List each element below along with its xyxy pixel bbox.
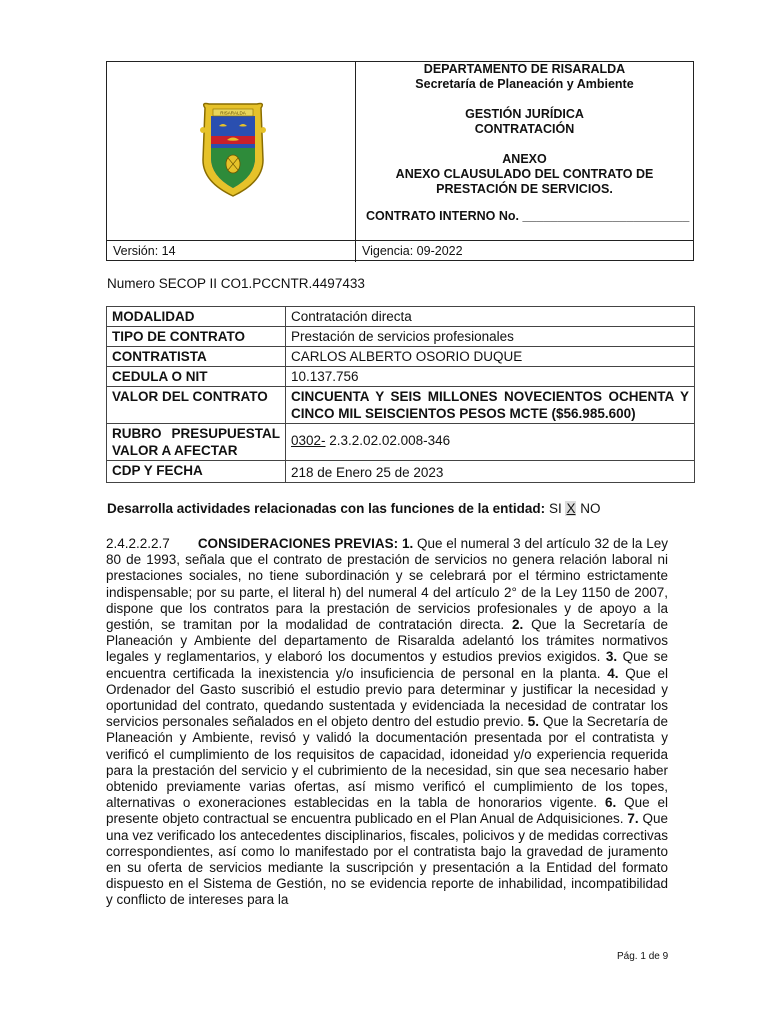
item-number: 4.: [607, 665, 619, 681]
logo-banner-text: RISARALDA: [220, 110, 246, 116]
area-line-2: CONTRATACIÓN: [474, 122, 575, 136]
vigencia: Vigencia: 09-2022: [362, 244, 463, 258]
row-value: 10.137.756: [286, 367, 695, 387]
row-key: RUBRO PRESUPUESTAL VALOR A AFECTAR: [107, 424, 286, 461]
section-title: CONSIDERACIONES PREVIAS:: [197, 536, 399, 551]
row-value: Prestación de servicios profesionales: [286, 327, 695, 347]
item-number: 1.: [401, 536, 414, 551]
department-name: DEPARTAMENTO DE RISARALDA: [423, 62, 626, 76]
table-row: [107, 387, 695, 424]
contract-summary-table: [106, 306, 695, 483]
row-value: CARLOS ALBERTO OSORIO DUQUE: [286, 347, 695, 367]
rubro-prefix: 0302-: [291, 433, 326, 448]
page-number: Pág. 1 de 9: [617, 951, 669, 962]
header-meta-row: [107, 240, 693, 262]
contract-internal-number: CONTRATO INTERNO No. ________________________: [366, 209, 690, 223]
doc-title-2: PRESTACIÓN DE SERVICIOS.: [436, 182, 613, 196]
item-text: Que el numeral 3 del artículo 32 de la Ley 80 de 1993, señala que el contrato de prestación de servicios no genera relación laboral ni prestaciones sociales, no tiene subordinación y se celebrará por el término estrictamente indispensable; por su parte, el literal h) del numeral 4 del artículo 2° de la Ley 1150 de 2007, dispone que los contratos para la prestación de servicios profesionales y de apoyo a la gestión, se tramitan por la modalidad de contratación directa.: [106, 536, 668, 633]
item-number: 6.: [604, 795, 617, 811]
option-no: NO: [580, 501, 601, 516]
row-key: CDP Y FECHA: [107, 461, 286, 483]
table-row: [107, 327, 695, 347]
row-value: CINCUENTA Y SEIS MILLONES NOVECIENTOS OCHENTA Y CINCO MIL SEISCIENTOS PESOS MCTE ($56.985.600): [286, 387, 695, 424]
table-row: [107, 424, 695, 461]
row-key: CONTRATISTA: [107, 347, 286, 367]
item-number: 3.: [605, 649, 618, 665]
item-text: Que la Secretaría de Planeación y Ambiente, revisó y validó la documentación presentada por el contratista y verificó el cumplimiento de los requisitos de capacidad, idoneidad y/o experiencia requerida para la prestación del servicio y el cubrimiento de la necesidad, sin que sea necesario haber obtenido previamente varias ofertas, así mismo verificó el cumplimiento de los topes, alternativas o exoneraciones establecidas en la tabla de honorarios vigente.: [106, 714, 668, 811]
row-value: [286, 424, 695, 461]
document-header: [106, 61, 694, 261]
row-key: TIPO DE CONTRATO: [107, 327, 286, 347]
item-number: 5.: [527, 714, 540, 730]
row-key: CEDULA O NIT: [107, 367, 286, 387]
row-key: VALOR DEL CONTRATO: [107, 387, 286, 424]
item-number: 2.: [512, 617, 524, 633]
selected-mark: X: [566, 501, 576, 516]
row-value: 218 de Enero 25 de 2023: [286, 461, 695, 483]
secop-number: Numero SECOP II CO1.PCCNTR.4497433: [107, 276, 365, 291]
section-code: 2.4.2.2.2.7: [106, 536, 170, 551]
considerations-paragraph: [106, 536, 668, 909]
coat-of-arms-logo: [193, 100, 273, 200]
option-si: SI: [548, 501, 562, 516]
rubro-code: 2.3.2.02.02.008-346: [325, 433, 451, 448]
table-row: [107, 461, 695, 483]
item-text: Que la Secretaría de Planeación y Ambiente del departamento de Risaralda adelantó los trámites normativos legales y reglamentarios, y elaboró los documentos y estudios previos exigidos.: [106, 617, 668, 665]
activities-line: [107, 501, 601, 516]
item-text: Que una vez verificado los antecedentes disciplinarios, fiscales, policivos y de medidas correctivas correspondientes, así como lo manifestado por el contratista bajo la gravedad de juramento en su oferta de servicios mediante la suscripción y presentación a la Entidad del formato dispuesto en el Sistema de Gestión, no se evidencia reporte de inhabilidad, incompatibilidad y conflicto de intereses para la: [106, 811, 668, 908]
area-line-1: GESTIÓN JURÍDICA: [465, 107, 584, 121]
row-value: Contratación directa: [286, 307, 695, 327]
table-row: [107, 307, 695, 327]
item-text: Que el presente objeto contractual se encuentra publicado en el Plan Anual de Adquisiciones.: [106, 795, 668, 827]
item-text: Que el Ordenador del Gasto suscribió el estudio previo para determinar y justificar la necesidad y oportunidad del contrato, quedando sustentada y evidenciada la necesidad de contratar los servicios personales señalados en el objeto dentro del estudio previo.: [106, 665, 668, 730]
item-text: Que se encuentra certificada la inexistencia y/o insuficiencia de personal en la planta.: [106, 649, 668, 681]
doc-type: ANEXO: [502, 152, 547, 166]
item-number: 7.: [627, 811, 639, 827]
secretariat-name: Secretaría de Planeación y Ambiente: [415, 77, 634, 91]
header-info: [356, 62, 693, 240]
version: Versión: 14: [107, 241, 356, 262]
doc-title-1: ANEXO CLAUSULADO DEL CONTRATO DE: [395, 167, 654, 181]
logo-cell: [107, 62, 356, 240]
activities-label: Desarrolla actividades relacionadas con las funciones de la entidad:: [107, 501, 546, 516]
table-row: [107, 347, 695, 367]
table-row: [107, 367, 695, 387]
row-key: MODALIDAD: [107, 307, 286, 327]
